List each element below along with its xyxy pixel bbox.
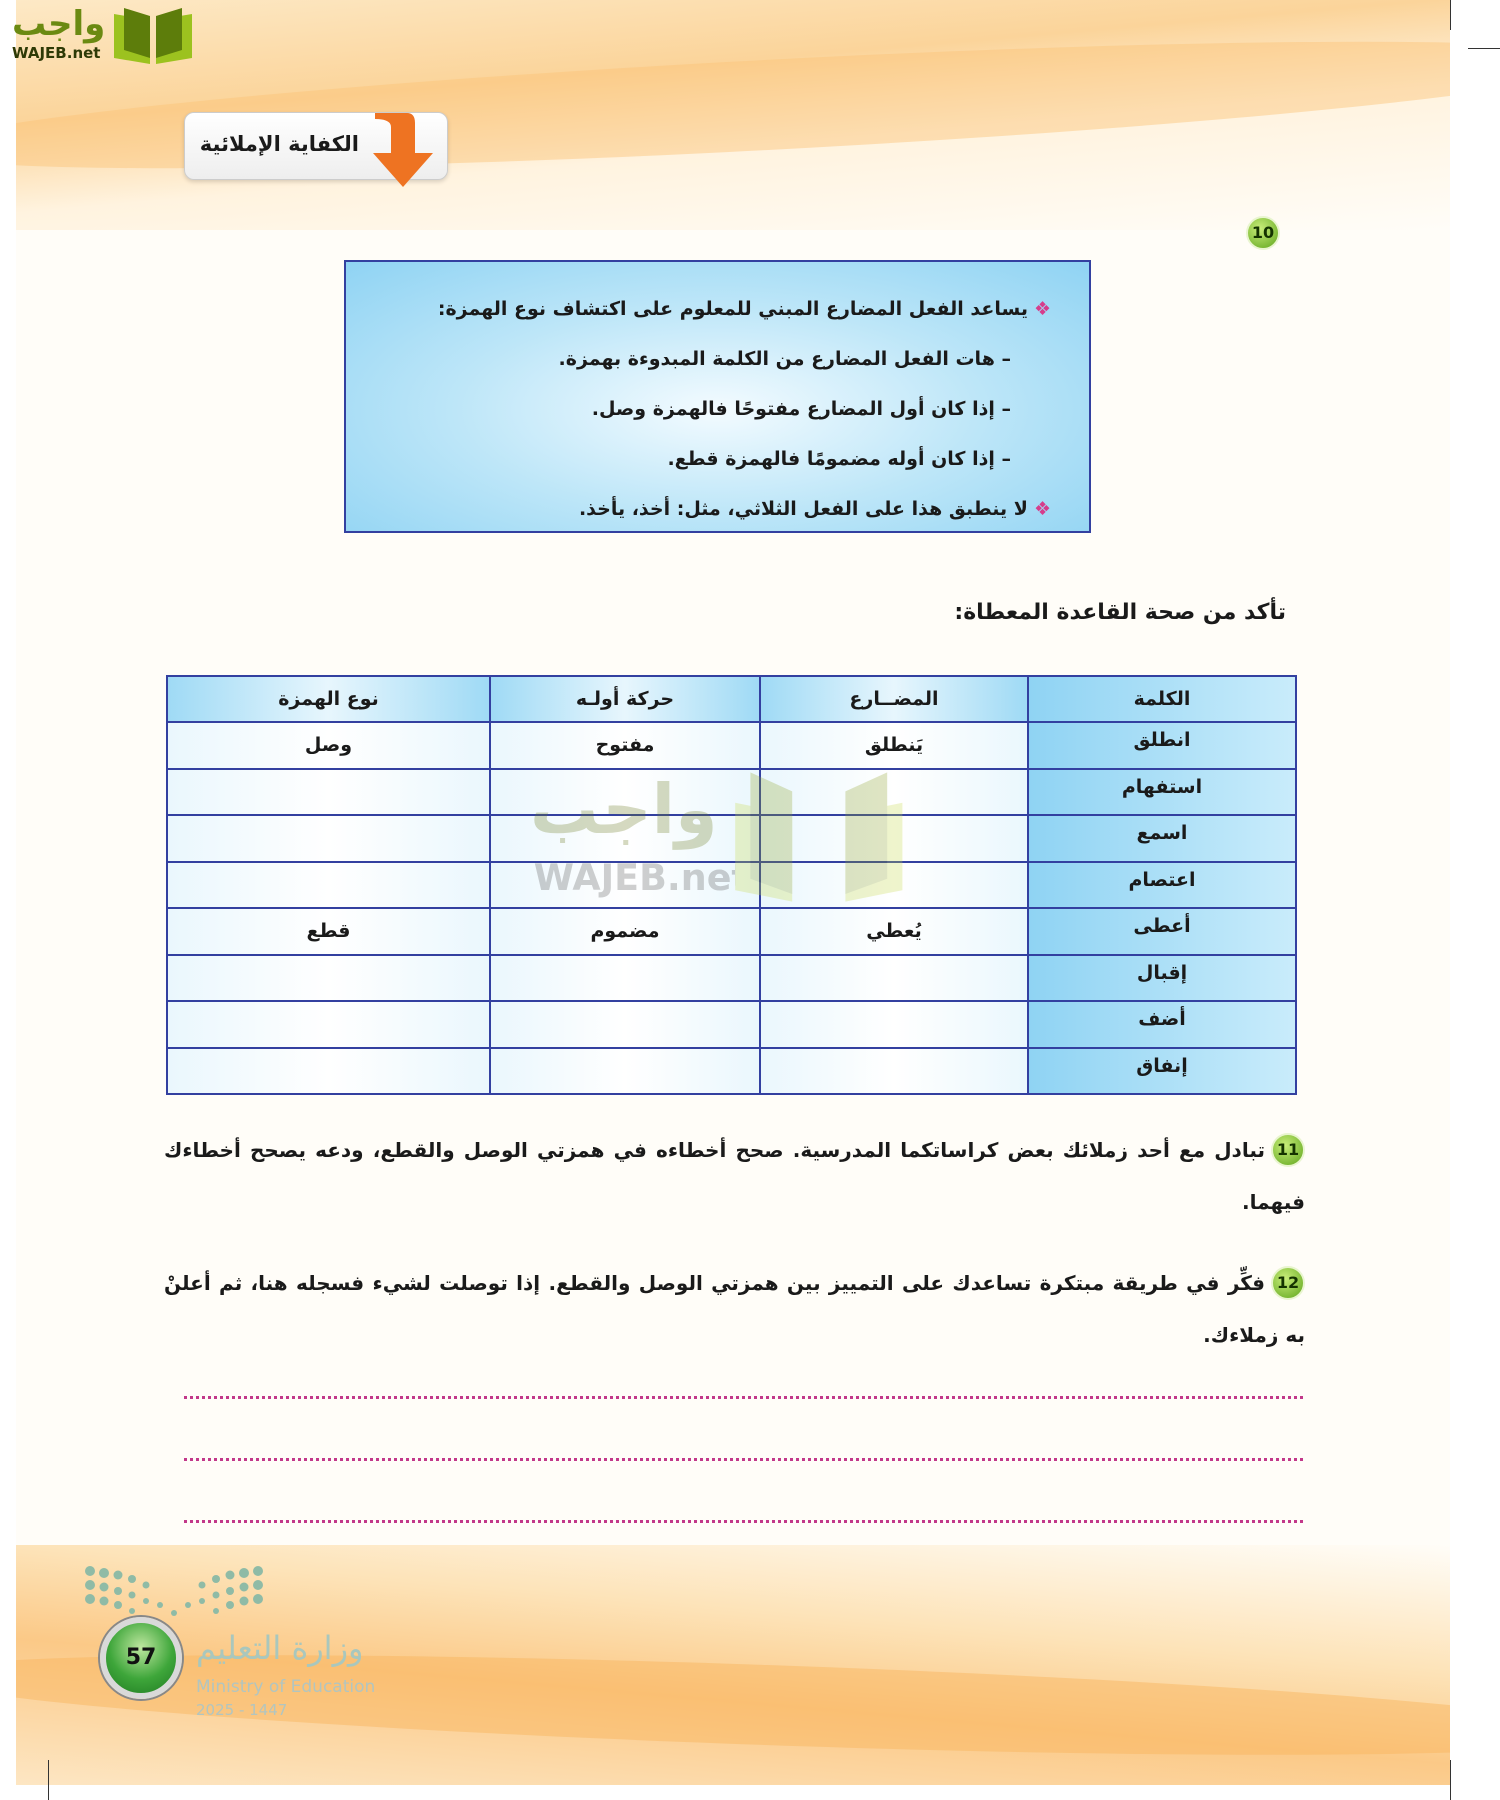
section-title-tag bbox=[184, 112, 448, 180]
svg-text:WAJEB.net: WAJEB.net bbox=[533, 856, 749, 900]
answer-line[interactable] bbox=[184, 1458, 1303, 1461]
answer-cell[interactable] bbox=[760, 769, 1028, 816]
answer-cell[interactable] bbox=[760, 1048, 1028, 1095]
answer-line[interactable] bbox=[184, 1396, 1303, 1399]
exercise-text: فكِّر في طريقة مبتكرة تساعدك على التمييز بين همزتي الوصل والقطع. إذا توصلت لشيء فسجله هنا، ثم أعلنْ به زملاءك. bbox=[164, 1271, 1305, 1347]
svg-text:واجب: واجب bbox=[530, 772, 718, 851]
answer-cell[interactable]: مفتوح bbox=[490, 722, 760, 769]
table-heading: تأكد من صحة القاعدة المعطاة: bbox=[954, 600, 1286, 625]
answer-cell[interactable] bbox=[490, 955, 760, 1002]
answer-cell[interactable]: مضموم bbox=[490, 908, 760, 955]
word-cell: إنفاق bbox=[1028, 1048, 1296, 1095]
table-row bbox=[167, 908, 1296, 955]
edition-years: 2025 - 1447 bbox=[196, 1701, 288, 1719]
table-row bbox=[167, 1048, 1296, 1095]
ministry-name-english: Ministry of Education bbox=[196, 1677, 376, 1697]
table-row bbox=[167, 769, 1296, 816]
answer-cell[interactable] bbox=[167, 1048, 490, 1095]
answer-cell[interactable] bbox=[760, 955, 1028, 1002]
wajeb-logo[interactable] bbox=[8, 4, 193, 66]
answer-line[interactable] bbox=[184, 1520, 1303, 1523]
word-cell: استفهام bbox=[1028, 769, 1296, 816]
exercise-12 bbox=[164, 1257, 1305, 1361]
word-cell: انطلق bbox=[1028, 722, 1296, 769]
hamza-table bbox=[166, 675, 1297, 1095]
page-number-badge: 57 bbox=[100, 1617, 182, 1699]
exercise-number-badge: 12 bbox=[1271, 1266, 1305, 1300]
answer-cell[interactable] bbox=[760, 862, 1028, 909]
rule-line: ❖لا ينطبق هذا على الفعل الثلاثي، مثل: أخذ، يأخذ. bbox=[578, 498, 1051, 520]
rule-line: – هات الفعل المضارع من الكلمة المبدوءة بهمزة. bbox=[558, 348, 1011, 370]
column-header: المضــارع bbox=[760, 676, 1028, 722]
column-header: نوع الهمزة bbox=[167, 676, 490, 722]
diamond-bullet-icon: ❖ bbox=[1033, 498, 1051, 520]
ministry-name-arabic: وزارة التعليم bbox=[196, 1629, 364, 1667]
word-cell: أعطى bbox=[1028, 908, 1296, 955]
logo-arabic: واجب bbox=[12, 4, 106, 44]
table-row bbox=[167, 1001, 1296, 1048]
answer-cell[interactable] bbox=[167, 955, 490, 1002]
answer-cell[interactable]: قطع bbox=[167, 908, 490, 955]
rule-box bbox=[344, 260, 1091, 533]
answer-cell[interactable] bbox=[490, 815, 760, 862]
answer-cell[interactable]: وصل bbox=[167, 722, 490, 769]
answer-cell[interactable] bbox=[760, 815, 1028, 862]
answer-cell[interactable] bbox=[490, 1001, 760, 1048]
crop-mark bbox=[1468, 48, 1500, 49]
answer-cell[interactable]: يُعطي bbox=[760, 908, 1028, 955]
table-row bbox=[167, 722, 1296, 769]
section-title: الكفاية الإملائية bbox=[199, 132, 359, 156]
crop-mark bbox=[48, 1760, 49, 1800]
exercise-number-badge: 11 bbox=[1271, 1133, 1305, 1167]
crop-mark bbox=[1450, 1760, 1451, 1800]
column-header: حركة أولـه bbox=[490, 676, 760, 722]
exercise-number-badge: 10 bbox=[1246, 216, 1280, 250]
table-row bbox=[167, 862, 1296, 909]
word-cell: اعتصام bbox=[1028, 862, 1296, 909]
answer-cell[interactable] bbox=[167, 769, 490, 816]
answer-cell[interactable] bbox=[490, 769, 760, 816]
word-cell: إقبال bbox=[1028, 955, 1296, 1002]
ministry-dots-icon bbox=[84, 1565, 264, 1635]
word-cell: اسمع bbox=[1028, 815, 1296, 862]
rule-line: – إذا كان أوله مضمومًا فالهمزة قطع. bbox=[667, 448, 1011, 470]
answer-cell[interactable]: يَنطلق bbox=[760, 722, 1028, 769]
answer-cell[interactable] bbox=[490, 862, 760, 909]
answer-cell[interactable] bbox=[167, 1001, 490, 1048]
word-cell: أضف bbox=[1028, 1001, 1296, 1048]
down-arrow-icon bbox=[367, 109, 439, 189]
diamond-bullet-icon: ❖ bbox=[1033, 298, 1051, 320]
table-row bbox=[167, 815, 1296, 862]
answer-cell[interactable] bbox=[490, 1048, 760, 1095]
crop-mark bbox=[1450, 0, 1451, 30]
table-row bbox=[167, 955, 1296, 1002]
exercise-11 bbox=[164, 1124, 1305, 1228]
exercise-text: تبادل مع أحد زملائك بعض كراساتكما المدرسية. صحح أخطاءه في همزتي الوصل والقطع، ودعه يصحح أخطاءك فيهما. bbox=[164, 1138, 1305, 1214]
rule-line: ❖يساعد الفعل المضارع المبني للمعلوم على اكتشاف نوع الهمزة: bbox=[437, 298, 1051, 320]
open-book-icon bbox=[112, 6, 194, 66]
answer-cell[interactable] bbox=[167, 815, 490, 862]
answer-cell[interactable] bbox=[760, 1001, 1028, 1048]
logo-latin: WAJEB.net bbox=[12, 44, 101, 62]
answer-cell[interactable] bbox=[167, 862, 490, 909]
rule-line: – إذا كان أول المضارع مفتوحًا فالهمزة وصل. bbox=[591, 398, 1011, 420]
column-header: الكلمة bbox=[1028, 676, 1296, 722]
